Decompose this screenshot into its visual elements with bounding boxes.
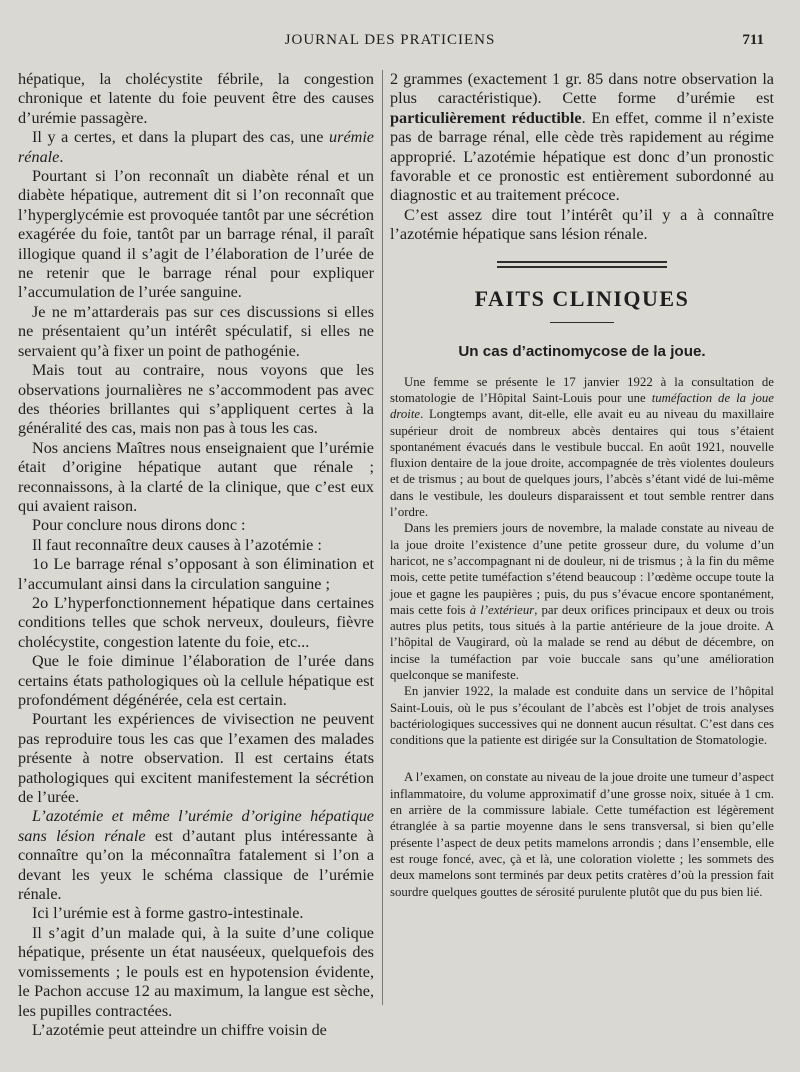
paragraph: Il faut reconnaître deux causes à l’azotémie :: [32, 535, 322, 554]
paragraph: L’azotémie et même l’urémie d’origine hépatique sans lésion rénale est d’autant plus intéressante à connaître qu’on la méconnaîtra fatalement si l’on a devant les yeux le schéma classique de l’urémie rénale.: [18, 807, 374, 904]
article-title: Un cas d’actinomycose de la joue.: [458, 342, 706, 360]
column-divider: [382, 70, 383, 1005]
list-item: 2o L’hyperfonctionnement hépatique dans certaines conditions telles que schok nerveux, douleurs, fièvre cholécystite, congestion latente du foie, etc...: [18, 593, 374, 651]
paragraph: Ici l’urémie est à forme gastro-intestinale.: [32, 904, 304, 923]
paragraph: Pourtant les expériences de vivisection ne peuvent pas reproduire tous les cas que l’examen des malades présente à notre observation. Il est certains états pathologiques qui excitent manifestement la sécrétion de l’urée.: [18, 710, 374, 807]
paragraph: Mais tout au contraire, nous voyons que les observations journalières ne s’accommodent pas avec des théories brillantes qui s’appliquent certes à la généralité des cas, mais non pas à tous les cas.: [18, 361, 374, 438]
paragraph: Je ne m’attarderais pas sur ces discussions si elles ne présentaient qu’un intérêt spéculatif, si elles ne servaient qu’à fixer un point de pathogénie.: [18, 302, 374, 360]
paragraph: Pourtant si l’on reconnaît un diabète rénal et un diabète hépatique, autrement dit si l’on reconnaît que l’hyperglycémie est provoquée tantôt par une sécrétion exagérée du foie, tantôt par un barrage rénal, il paraît illogique quand il s’agit de l’élaboration de l’urée de ne retenir que le barrage rénal pour expliquer l’accumulation de l’urée sanguine.: [18, 167, 374, 302]
case-paragraph: Dans les premiers jours de novembre, la malade constate au niveau de la joue droite l’existence d’une petite grosseur dure, du volume d’un haricot, ne s’accompagnant ni de douleur, ni de trismus ; à la fin du même mois, cette petite tuméfaction s’étend beaucoup : l’œdème occupe toute la joue et gagne les paupières ; puis, du pus s’évacue encore spontanément, mais cette fois à l’extérieur, par deux orifices principaux et deux ou trois autres plus petits, tous situés à la partie antérieure de la joue droite. A l’hôpital de Vaugirard, où la malade se rend au début de décembre, on incise la tuméfaction par voie buccale sans qu’une amélioration quelconque se manifeste.: [390, 521, 774, 682]
paragraph: L’azotémie peut atteindre un chiffre voisin de: [32, 1020, 327, 1039]
paragraph: hépatique, la cholécystite fébrile, la congestion chronique et latente du foie peuvent être des causes d’urémie passagère.: [18, 70, 374, 127]
double-rule-divider: [497, 261, 667, 268]
paragraph: Il s’agit d’un malade qui, à la suite d’une colique hépatique, présente un état nauséeux, quelquefois des vomissements ; le pouls est en hypotension évidente, le Pachon accuse 12 au maximum, la langue est sèche, les pupilles contractées.: [18, 923, 374, 1020]
paragraph: Nos anciens Maîtres nous enseignaient que l’urémie était d’origine hépatique autant que rénale ; reconnaissons, à la clarté de la clinique, que c’est eux qui avaient raison.: [18, 438, 374, 515]
paragraph: C’est assez dire tout l’intérêt qu’il y a à connaître l’azotémie hépatique sans lésion rénale.: [390, 205, 774, 244]
paragraph: Pour conclure nous dirons donc :: [32, 516, 246, 535]
case-paragraph: A l’examen, on constate au niveau de la joue droite une tumeur d’aspect inflammatoire, du volume approximatif d’une grosse noix, située à 1 cm. en arrière de la commissure labiale. Cette tuméfaction est légèrement étranglée à sa partie moyenne dans le sens transversal, si bien qu’elle présente l’aspect de deux petits mamelons arrondis ; dans l’ensemble, elle est rouge foncé, avec, çà et là, une coloration violette ; les sommets des deux mamelons sont terminés par deux petits cratères d’où la pression fait sourdre quelques gouttes de sérosité purulente plutôt que du pus bien lié.: [390, 770, 774, 899]
running-title: JOURNAL DES PRATICIENS: [284, 32, 496, 48]
section-title: FAITS CLINIQUES: [474, 285, 690, 311]
paragraph: Il y a certes, et dans la plupart des cas, une urémie rénale.: [18, 128, 374, 166]
right-column: [390, 70, 774, 900]
left-column: [18, 70, 374, 1040]
case-paragraph: Une femme se présente le 17 janvier 1922 à la consultation de stomatologie de l’Hôpital Saint-Louis pour une tuméfaction de la joue droite. Longtemps avant, dit-elle, elle avait eu au niveau du maxillaire supérieur droit de nombreux abcès dentaires qui tous s’étaient spontanément évacués dans le vestibule buccal. En août 1921, nouvelle fluxion dentaire de la joue droite, accompagnée de très violentes douleurs et de trismus ; au bout de quelques jours, l’abcès s’étant vidé de lui-même dans le vestibule, les douleurs disparaissent et tout semble rentrer dans l’ordre.: [390, 374, 774, 520]
running-head: [0, 32, 800, 52]
title-rule: [550, 322, 614, 323]
paragraph: 2 grammes (exactement 1 gr. 85 dans notre observation la plus caractéristique). Cette forme d’urémie est particulièrement réductible. En effet, comme il n’existe pas de barrage rénal, elle cède très rapidement au régime approprié. L’azotémie hépatique est donc d’un pronostic favorable et ce pronostic est entièrement subordonné au diagnostic et au traitement précoce.: [390, 70, 774, 205]
paragraph: Que le foie diminue l’élaboration de l’urée dans certains états pathologiques où la cellule hépatique est profondément dégénérée, cela est certain.: [18, 652, 374, 709]
case-paragraph: En janvier 1922, la malade est conduite dans un service de l’hôpital Saint-Louis, où le pus s’écoulant de l’abcès est l’objet de trois analyses bactériologiques successives qui ne donnent aucun résultat. C’est dans ces conditions que la patiente est dirigée sur la Consultation de Stomatologie.: [390, 684, 774, 748]
list-item: 1o Le barrage rénal s’opposant à son élimination et l’accumulant ainsi dans la circulation sanguine ;: [18, 555, 374, 593]
page-number: 711: [742, 32, 764, 48]
